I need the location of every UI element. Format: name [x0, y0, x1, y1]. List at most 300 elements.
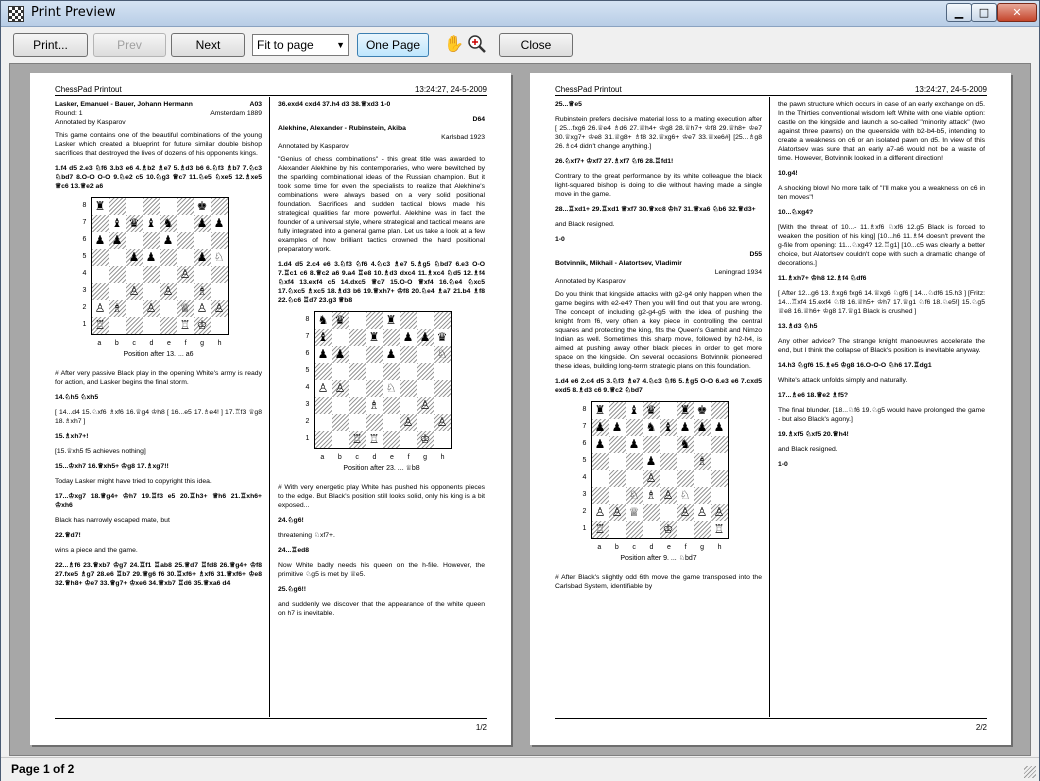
chess-board — [591, 401, 729, 539]
page-2-right-column — [778, 100, 985, 475]
annotation-paragraph: The final blunder. [18...♘f6 19.♘g5 would have prolonged the game - but also Black's agony.] — [778, 407, 985, 423]
game-title: Botvinnik, Mikhail - Alatortsev, Vladimir — [555, 260, 682, 267]
board-square: ♗ — [694, 453, 711, 470]
board-square: ♙ — [317, 381, 329, 395]
rank-labels — [79, 197, 91, 335]
rank-label: 6 — [82, 236, 87, 243]
board-square: ♟ — [94, 233, 106, 247]
title-bar — [1, 1, 1039, 27]
board-square — [126, 317, 143, 334]
board-square — [434, 363, 451, 380]
game-annotator: Annotated by Kasparov — [278, 143, 349, 150]
file-labels — [91, 339, 229, 348]
board-square — [609, 470, 626, 487]
game-round: Round: 1 — [55, 110, 83, 117]
board-square: ♟ — [385, 347, 397, 361]
board-square: ♞ — [317, 313, 329, 327]
eco-code: D55 — [749, 251, 762, 258]
file-label: g — [200, 340, 205, 347]
board-square: ♛ — [643, 402, 660, 419]
column-divider — [269, 97, 270, 717]
board-square: ♟ — [402, 330, 414, 344]
board-square: ♘ — [626, 487, 643, 504]
toolbar — [1, 27, 1039, 63]
rank-label: 8 — [582, 406, 587, 413]
board-square — [109, 283, 126, 300]
board-square — [366, 380, 383, 397]
board-square — [434, 312, 451, 329]
board-square: ♙ — [211, 300, 228, 317]
status-bar — [1, 757, 1039, 781]
board-square: ♙ — [660, 487, 677, 504]
minimize-button[interactable]: ▁ — [946, 3, 972, 22]
preview-page-2 — [530, 73, 1011, 745]
board-square — [109, 266, 126, 283]
board-square: ♘ — [434, 346, 451, 363]
board-square: ♟ — [126, 249, 143, 266]
annotation-paragraph: 28...♖xd1+ 29.♖xd1 ♕xf7 30.♕xc8 ♔h7 31.♕xa6 ♘b6 32.♕d3+ — [555, 206, 756, 213]
board-square: ♛ — [436, 330, 448, 344]
rank-label: 8 — [305, 316, 310, 323]
rank-label: 7 — [305, 333, 310, 340]
prev-page-button[interactable]: Prev — [93, 33, 166, 57]
board-square: ♘ — [385, 381, 397, 395]
zoom-select-value: Fit to page — [257, 38, 314, 52]
board-square — [694, 436, 711, 453]
chess-diagram — [579, 401, 739, 552]
annotation-paragraph: wins a piece and the game. — [55, 547, 138, 554]
board-square — [400, 346, 417, 363]
board-square — [332, 414, 349, 431]
file-label: d — [149, 340, 154, 347]
file-label: f — [684, 544, 687, 551]
board-square — [383, 414, 400, 431]
game-place: Leningrad 1934 — [714, 269, 762, 276]
board-square: ♟ — [611, 420, 623, 434]
board-square: ♙ — [94, 301, 106, 315]
annotation-paragraph: 24...♖ed8 — [278, 547, 310, 554]
rank-label: 1 — [582, 525, 587, 532]
app-chessboard-icon — [8, 6, 24, 22]
board-square — [109, 198, 126, 215]
rank-label: 5 — [305, 367, 310, 374]
board-square — [349, 363, 366, 380]
page-1-left-column — [55, 100, 262, 594]
game-place: Amsterdam 1889 — [210, 110, 262, 117]
board-square — [143, 198, 160, 215]
file-label: a — [320, 454, 325, 461]
rank-label: 2 — [582, 508, 587, 515]
board-square — [592, 487, 609, 504]
page-number: 1/2 — [475, 723, 487, 732]
board-square — [92, 266, 109, 283]
board-square: ♕ — [628, 505, 640, 519]
print-button[interactable]: Print... — [13, 33, 88, 57]
board-square — [609, 402, 626, 419]
board-square — [211, 317, 228, 334]
board-square — [143, 317, 160, 334]
file-label: e — [667, 544, 671, 551]
board-square: ♟ — [109, 232, 126, 249]
pan-hand-icon[interactable]: ✋ — [444, 34, 464, 53]
annotation-paragraph: the pawn structure which occurs in case of an early exchange on d5. In the Thirties conventional wisdom left White with one viable option: castle on the kingside and launch a so-called "minority attack" (two against three pawns) on the queenside with b2-b4-b5, intending to create a weakness on c6 or an isolated pawn on d5. In view of this Alatortsev was sure that an early a7-a6 would not be a waste of time. However, Botvinnik looked in a different direction! — [778, 101, 985, 162]
board-square — [194, 232, 211, 249]
board-square: ♙ — [160, 283, 177, 300]
file-labels — [591, 543, 729, 552]
page-number: 2/2 — [975, 723, 987, 732]
board-square — [177, 283, 194, 300]
board-square — [417, 380, 434, 397]
board-square: ♙ — [643, 470, 660, 487]
page-header-timestamp: 13:24:27, 24-5-2009 — [414, 85, 487, 94]
board-square: ♙ — [417, 397, 434, 414]
board-square — [626, 419, 643, 436]
board-square — [211, 266, 228, 283]
board-square — [383, 431, 400, 448]
file-label: f — [407, 454, 410, 461]
annotation-paragraph: [ 14...d4 15.♘xf6 ♗xf6 16.♕g4 ♔h8 [ 16...e5 17.♗e4! ] 17.♖f3 ♕g8 18.♗xh7 ] — [55, 409, 262, 425]
board-square — [366, 346, 383, 363]
board-square: ♝ — [315, 329, 332, 346]
rank-label: 8 — [82, 202, 87, 209]
board-square — [711, 453, 728, 470]
annotation-paragraph: 19.♗xf5 ♘xf5 20.♕h4! — [778, 431, 849, 438]
annotation-paragraph: 1-0 — [778, 461, 788, 468]
board-square: ♟ — [213, 216, 225, 230]
page-header — [55, 85, 487, 96]
annotation-paragraph: 10.g4! — [778, 170, 798, 177]
board-square — [366, 414, 383, 431]
board-square — [609, 521, 626, 538]
annotation-paragraph: 17...♔xg7 18.♕g4+ ♔h7 19.♖f3 e5 20.♖h3+ ♕h6 21.♖xh6+ ♔xh6 — [55, 493, 262, 509]
annotation-paragraph: [With the threat of 10...- 11.♗xf6 ♘xf6 12.g5 Black is forced to weaken the position of his king] [10...h6 11.♗f4 doesn't prevent the g-file from opening: 11...♘xg4? 12.♖g1] [10...c5 was clearly a better choice, but Alatortsev couldn't cope with such a dramatic change of decorations.] — [778, 224, 985, 267]
board-square — [400, 397, 417, 414]
chess-board — [314, 311, 452, 449]
preview-area[interactable] — [9, 63, 1031, 756]
rank-label: 2 — [305, 418, 310, 425]
file-label: g — [423, 454, 428, 461]
board-square — [660, 453, 677, 470]
annotation-paragraph: Black has narrowly escaped mate, but — [55, 517, 170, 524]
board-square — [349, 397, 366, 414]
board-square: ♗ — [645, 488, 657, 502]
board-square — [694, 470, 711, 487]
board-grid — [79, 197, 239, 335]
board-square: ♟ — [592, 419, 609, 436]
annotation-paragraph: # After Black's slightly odd 6th move the game transposed into the Carlsbad System, identifiable by — [555, 574, 762, 590]
board-square — [383, 397, 400, 414]
diagram-caption: Position after 9. ... ♘bd7 — [620, 555, 697, 562]
annotation-paragraph: Rubinstein prefers decisive material loss to a mating execution after [ 25...fxg6 26.♕e4 ♗d6 27.♕h4+ ♔g8 28.♕h7+ ♔f8 29.♕h8+ ♔e7 30.♕xg7+ ♔e8 31.♕g8+ ♗f8 32.♕xg6+ ♔e7 33.♕xe6#] [25...♗g8 26.♗c4 didn't change anything.] — [555, 116, 762, 150]
board-square: ♛ — [332, 312, 349, 329]
rank-label: 4 — [582, 474, 587, 481]
board-square — [160, 249, 177, 266]
page-header — [555, 85, 987, 96]
game-annotator: Annotated by Kasparov — [555, 278, 626, 285]
board-square — [626, 453, 643, 470]
board-square — [711, 436, 728, 453]
board-square: ♟ — [594, 437, 606, 451]
board-square: ♜ — [368, 330, 380, 344]
board-square: ♗ — [368, 398, 380, 412]
board-square — [332, 397, 349, 414]
window-title: Print Preview — [31, 5, 116, 20]
board-square — [660, 504, 677, 521]
board-square — [160, 198, 177, 215]
board-square: ♙ — [696, 505, 708, 519]
game-header — [555, 250, 762, 286]
board-square — [609, 487, 626, 504]
board-square: ♝ — [628, 403, 640, 417]
annotation-paragraph: White's attack unfolds simply and naturally. — [778, 377, 908, 384]
board-square — [592, 470, 609, 487]
board-square: ♖ — [713, 522, 725, 536]
board-square — [92, 249, 109, 266]
annotation-paragraph: and suddenly we discover that the appearance of the white queen on h7 is inevitable. — [278, 601, 485, 617]
file-label: a — [597, 544, 602, 551]
board-square — [349, 312, 366, 329]
board-square — [315, 363, 332, 380]
rank-label: 7 — [82, 219, 87, 226]
board-square — [160, 266, 177, 283]
board-grid — [302, 311, 462, 449]
board-square — [592, 453, 609, 470]
board-square — [366, 312, 383, 329]
file-label: d — [372, 454, 377, 461]
file-label: h — [217, 340, 222, 347]
rank-label: 6 — [305, 350, 310, 357]
annotation-paragraph: # With very energetic play White has pushed his opponents pieces to the edge. But Black's position still looks solid, only his king is a bit exposed... — [278, 484, 485, 509]
board-square — [711, 470, 728, 487]
board-square: ♕ — [177, 300, 194, 317]
board-square — [332, 329, 349, 346]
board-square — [400, 312, 417, 329]
game-header — [278, 115, 485, 151]
annotation-paragraph: 14.h3 ♘gf6 15.♗e5 ♔g8 16.O-O-O ♘h6 17.♖dg1 — [778, 362, 932, 369]
board-square — [126, 198, 143, 215]
board-square: ♟ — [713, 420, 725, 434]
board-square — [143, 266, 160, 283]
board-square — [383, 329, 400, 346]
board-square — [400, 363, 417, 380]
annotation-paragraph: Contrary to the great performance by its white colleague the black light-squared bishop is doing to die without having made a single move in the game. — [555, 173, 762, 198]
preview-page-1 — [30, 73, 511, 745]
game-intro: This game contains one of the beautiful combinations of the young Lasker which created a blueprint for future similar double bishop sacrifices that destroyed the lives of dozens of his opponents kings. — [55, 132, 262, 157]
annotation-paragraph: threatening ♘xf7+. — [278, 532, 335, 539]
board-square — [315, 414, 332, 431]
zoom-in-icon[interactable] — [467, 34, 487, 54]
board-square: ♟ — [145, 250, 157, 264]
annotation-paragraph: and Black resigned. — [555, 221, 615, 228]
rank-label: 1 — [82, 321, 87, 328]
rank-label: 3 — [82, 287, 87, 294]
rank-label: 3 — [305, 401, 310, 408]
board-grid — [579, 401, 739, 539]
board-square — [109, 249, 126, 266]
file-label: h — [440, 454, 445, 461]
board-square — [660, 470, 677, 487]
board-square: ♜ — [385, 313, 397, 327]
board-square: ♔ — [417, 431, 434, 448]
rank-label: 6 — [582, 440, 587, 447]
board-square — [211, 283, 228, 300]
zoom-select[interactable] — [252, 34, 349, 56]
board-square: ♖ — [368, 432, 380, 446]
board-square: ♙ — [196, 301, 208, 315]
board-square — [349, 414, 366, 431]
annotation-paragraph: # After very passive Black play in the opening White's army is ready for action, and Lasker begins the final storm. — [55, 370, 262, 386]
board-square — [315, 397, 332, 414]
annotation-paragraph: and Black resigned. — [778, 446, 838, 453]
board-square — [609, 436, 626, 453]
board-square: ♙ — [434, 414, 451, 431]
file-label: e — [167, 340, 171, 347]
close-window-button[interactable]: ✕ — [997, 3, 1037, 22]
board-square: ♖ — [92, 317, 109, 334]
game-intro: Do you think that kingside attacks with g2-g4 only happen when the game begins with e2-e4? Then you will find out that you are wrong. The concept of including g2-g4-g5 with the idea of pushing the knight from f6, very often a key piece in controlling the central squares and protecting the king, fits the Queen's Gambit and Nimzo Indian as well. Sometimes this sharp move, followed by h2-h4, is aimed at pushing away other black pieces in order to get more space on the kingside. On several occasions Botvinnik pioneered these ideas, building long-term strategic plans on this foundation. — [555, 291, 762, 370]
game-notes — [778, 100, 985, 469]
board-square — [126, 266, 143, 283]
board-square: ♙ — [711, 504, 728, 521]
board-square: ♟ — [679, 420, 691, 434]
board-square — [177, 249, 194, 266]
annotation-paragraph: [ After 12...g6 13.♗xg6 fxg6 14.♕xg6 ♘gf6 [ 14...♘df6 15.h3 ] [Fritz: 14...♖xf4 15.exf4 ♘f8 16.♕h5+ ♔h7 17.♕g1 ♘f6 18.♘e5!] 15.♘g5 ♕e8 16.♕h6+ ♔g8 17.♕g1 Black is crushed ] — [778, 290, 985, 315]
game-final-moves: 36.exd4 cxd4 37.h4 d3 38.♕xd3 1-0 — [278, 101, 391, 108]
annotation-paragraph: 26.♘xf7+ ♔xf7 27.♗xf7 ♘f6 28.♖fd1! — [555, 158, 674, 165]
game-title: Alekhine, Alexander - Rubinstein, Akiba — [278, 125, 406, 132]
board-square: ♔ — [194, 317, 211, 334]
board-square: ♗ — [109, 300, 126, 317]
board-square: ♖ — [349, 431, 366, 448]
rank-label: 5 — [82, 253, 87, 260]
board-square — [194, 266, 211, 283]
board-square: ♟ — [417, 329, 434, 346]
board-square: ♟ — [645, 454, 657, 468]
board-square — [92, 283, 109, 300]
page-footer — [555, 718, 987, 732]
file-label: c — [355, 454, 359, 461]
annotation-paragraph: 10...♘xg4? — [778, 209, 814, 216]
board-square: ♞ — [645, 420, 657, 434]
board-square — [211, 198, 228, 215]
board-square — [177, 198, 194, 215]
annotation-paragraph: 1-0 — [555, 236, 565, 243]
rank-labels — [579, 401, 591, 539]
board-square — [177, 232, 194, 249]
board-square — [626, 470, 643, 487]
game-moves: 1.d4 e6 2.c4 d5 3.♘f3 ♗e7 4.♘c3 ♘f6 5.♗g5 O-O 6.e3 e6 7.cxd5 exd5 8.♗d3 c6 9.♕c2 ♘bd7 — [555, 378, 762, 394]
board-square — [160, 300, 177, 317]
annotation-paragraph: 14.♘h5 ♘xh5 — [55, 394, 99, 401]
diagram-caption: Position after 13. ... a6 — [123, 351, 194, 358]
board-square: ♔ — [660, 521, 677, 538]
board-square — [315, 431, 332, 448]
board-square — [609, 453, 626, 470]
game-notes — [555, 573, 762, 591]
board-square — [643, 436, 660, 453]
eco-code: A03 — [249, 101, 262, 108]
game-intro: "Genius of chess combinations" - this great title was awarded to Alexander Alekhine by his contemporaries, who were bewitched by the sparkling combinational ideas of the Russian champion. But it took some time for even the specialists to realize that Alekhine's combinations were always based on a very solid positional foundation. Sacrifices and sudden tactical blows made his strategical qualities far more powerful. Alekhine was in fact the founder of a universal style, where strategical and tactical means are fully integrated into a general game plan. Let us take a look at a few examples of how brilliant tactics crowned the hard positional preparatory work. — [278, 156, 485, 253]
one-page-button[interactable]: One Page — [357, 33, 429, 57]
file-label: c — [632, 544, 636, 551]
game-annotator: Annotated by Kasparov — [55, 119, 126, 126]
rank-label: 5 — [582, 457, 587, 464]
board-square — [143, 232, 160, 249]
board-square — [677, 453, 694, 470]
resize-grip[interactable] — [1024, 766, 1036, 778]
board-square — [211, 232, 228, 249]
board-square — [160, 317, 177, 334]
board-square — [677, 470, 694, 487]
close-button[interactable]: Close — [499, 33, 573, 57]
board-square — [349, 380, 366, 397]
game-header — [55, 100, 262, 127]
next-page-button[interactable]: Next — [171, 33, 245, 57]
page-header-title: ChessPad Printout — [555, 85, 622, 94]
board-square: ♙ — [677, 504, 694, 521]
board-square: ♟ — [317, 347, 329, 361]
board-square: ♙ — [143, 300, 160, 317]
board-square: ♚ — [196, 199, 208, 213]
chess-diagram — [302, 311, 462, 462]
board-square: ♟ — [694, 419, 711, 436]
board-square — [434, 431, 451, 448]
board-square: ♙ — [594, 505, 606, 519]
board-square — [660, 436, 677, 453]
game-moves: 1.d4 d5 2.c4 e6 3.♘f3 ♘f6 4.♘c3 ♗e7 5.♗g5 ♘bd7 6.e3 O-O 7.♖c1 c6 8.♕c2 a6 9.a4 ♖e8 10.♗d3 dxc4 11.♗xc4 ♘d5 12.♗f4 ♘xf4 13.exf4 c5 14.dxc5 ♕c7 15.O-O ♕xf4 16.♘e4 ♘xc5 17.♘xc5 ♗xc5 18.♗d3 b6 19.♕xh7+ ♔f8 20.♘e4 ♗a7 21.b4 ♗f8 22.♘c6 ♖d7 23.g3 ♕b8 — [278, 261, 485, 304]
board-square — [177, 215, 194, 232]
board-square — [332, 363, 349, 380]
game-notes — [278, 483, 485, 618]
maximize-button[interactable]: □ — [971, 3, 997, 22]
game-notes — [555, 100, 762, 244]
board-square: ♜ — [594, 403, 606, 417]
page-1-right-column — [278, 100, 485, 624]
board-square — [349, 346, 366, 363]
board-square — [660, 402, 677, 419]
board-square: ♟ — [194, 249, 211, 266]
game-moves: 1.f4 d5 2.e3 ♘f6 3.b3 e6 4.♗b2 ♗e7 5.♗d3 b6 6.♘f3 ♗b7 7.♘c3 ♘bd7 8.O-O O-O 9.♘e2 c5 10.♘g3 ♕c7 11.♘e5 ♘xe5 12.♗xe5 ♕c6 13.♕e2 a6 — [55, 165, 262, 190]
page-header-title: ChessPad Printout — [55, 85, 122, 94]
file-label: h — [717, 544, 722, 551]
board-square: ♙ — [332, 380, 349, 397]
chess-diagram — [79, 197, 239, 348]
annotation-paragraph: 15...♔xh7 16.♕xh5+ ♔g8 17.♗xg7!! — [55, 463, 169, 470]
board-square: ♟ — [162, 233, 174, 247]
file-label: b — [337, 454, 342, 461]
board-square — [332, 431, 349, 448]
board-square — [417, 414, 434, 431]
board-square — [417, 363, 434, 380]
annotation-paragraph: 22.♕d7! — [55, 532, 81, 539]
file-label: b — [114, 340, 119, 347]
annotation-paragraph: 11.♗xh7+ ♔h8 12.♗f4 ♘df6 — [778, 275, 867, 282]
rank-label: 3 — [582, 491, 587, 498]
board-square: ♙ — [126, 283, 143, 300]
board-square — [109, 317, 126, 334]
board-square — [143, 283, 160, 300]
board-square: ♟ — [628, 437, 640, 451]
board-square: ♝ — [660, 419, 677, 436]
board-square — [417, 312, 434, 329]
board-square: ♝ — [145, 216, 157, 230]
file-label: e — [390, 454, 394, 461]
board-square — [694, 487, 711, 504]
page-2-left-column — [555, 100, 762, 597]
column-divider — [769, 97, 770, 717]
board-square: ♞ — [160, 215, 177, 232]
annotation-paragraph: 22...♗f6 23.♕xb7 ♔g7 24.♖f1 ♖ab8 25.♕d7 ♖fd8 26.♕g4+ ♔f8 27.fxe5 ♗g7 28.e6 ♖b7 29.♕g6 f6 30.♖xf6+ ♗xf6 31.♕xf6+ ♔e8 32.♕h8+ ♔e7 33.♕g7+ ♔xe6 34.♕xb7 ♖d6 35.♕xa6 d4 — [55, 562, 262, 587]
